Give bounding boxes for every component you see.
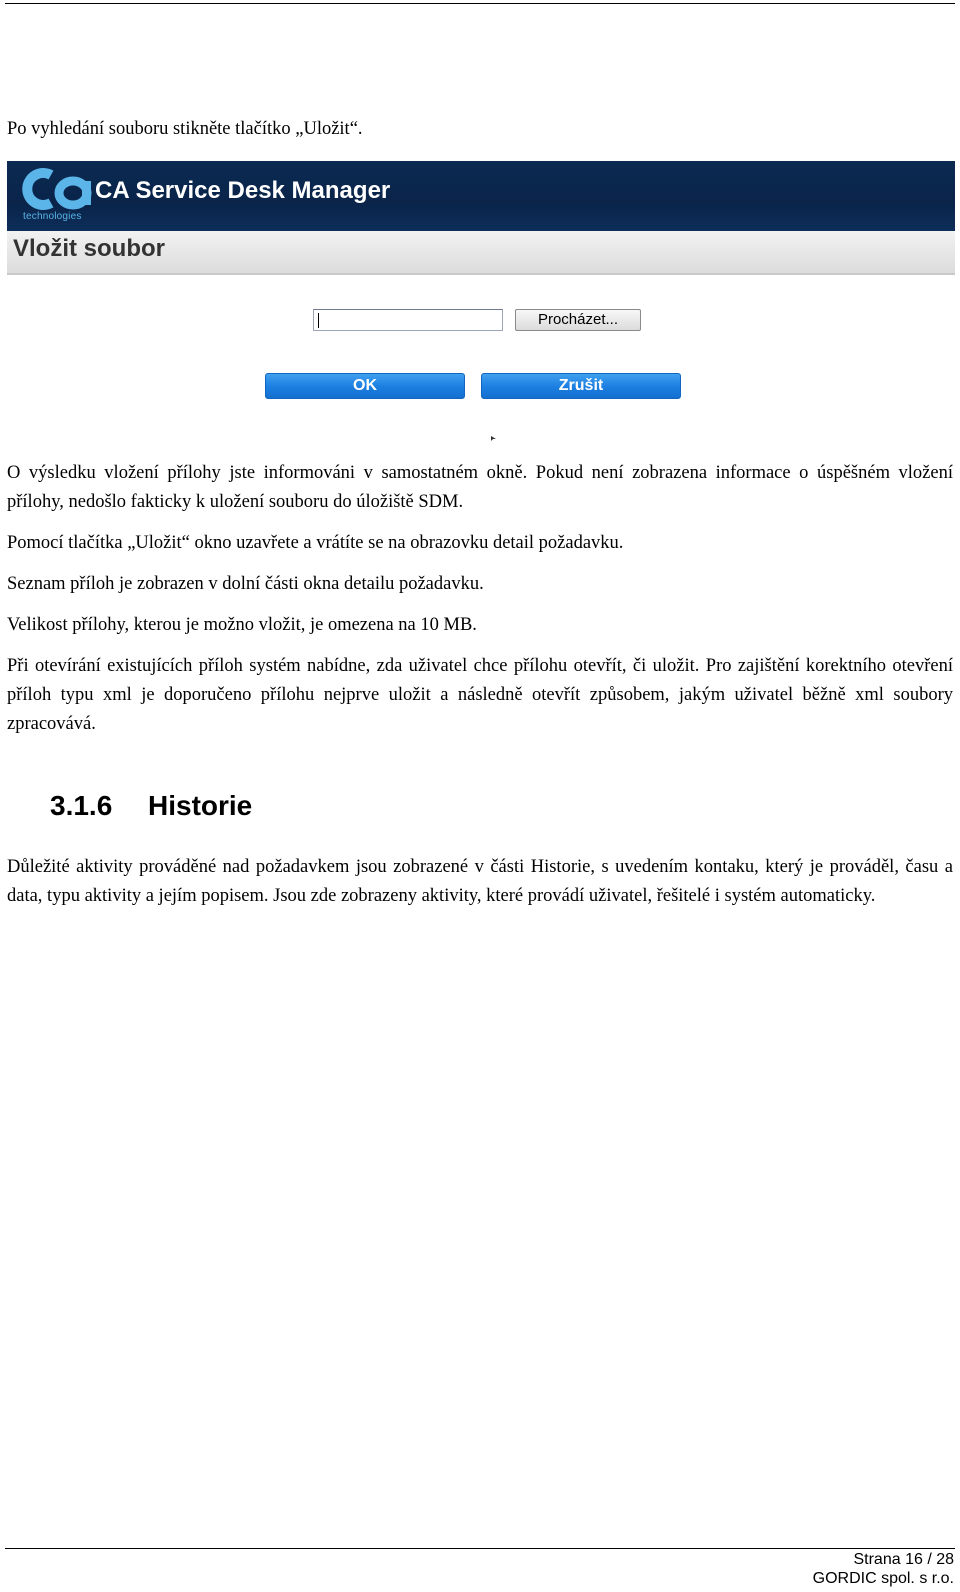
section-heading — [50, 790, 252, 822]
page-number: Strana 16 / 28 — [853, 1551, 954, 1568]
text-caret — [318, 313, 319, 328]
file-path-input[interactable] — [313, 309, 503, 331]
app-title: CA Service Desk Manager — [95, 177, 391, 204]
ca-logo — [21, 167, 93, 225]
pointer-icon — [491, 436, 497, 441]
section-body: Důležité aktivity prováděné nad požadavkem jsou zobrazené v části Historie, s uvedením kontaku, který je prováděl, času a data, typu aktivity a jejím popisem. Jsou zde zobrazeny aktivity, které provádí uživatel, řešitelé i systém automaticky. — [7, 857, 953, 906]
paragraph-opening-attachments: Při otevírání existujících příloh systém nabídne, zda uživatel chce přílohu otevřít, či uložit. Pro zajištění korektního otevření příloh typu xml je doporučeno přílohu nejprve uložit a následně otevřít způsobem, jakým uživatel běžně xml soubory zpracovává. — [7, 656, 953, 734]
logo-tagline: technologies — [23, 211, 82, 222]
ok-button[interactable]: OK — [265, 373, 465, 399]
company-name: GORDIC spol. s r.o. — [812, 1570, 954, 1587]
browse-button[interactable]: Procházet... — [515, 309, 641, 331]
dialog-title: Vložit soubor — [13, 235, 165, 262]
footer-rule — [5, 1548, 955, 1549]
section-number: 3.1.6 — [50, 790, 113, 821]
paragraph-attachments-list: Seznam příloh je zobrazen v dolní části okna detailu požadavku. — [7, 574, 484, 594]
top-rule — [5, 3, 955, 4]
intro-text: Po vyhledání souboru stikněte tlačítko „Uložit“. — [7, 119, 363, 139]
upload-dialog-screenshot — [7, 161, 955, 451]
ca-logo-mark — [21, 167, 93, 211]
paragraph-save-button: Pomocí tlačítka „Uložit“ okno uzavřete a vrátíte se na obrazovku detail požadavku. — [7, 533, 624, 553]
cancel-button[interactable]: Zrušit — [481, 373, 681, 399]
paragraph-result-info: O výsledku vložení přílohy jste informováni v samostatném okně. Pokud není zobrazena informace o úspěšném vložení přílohy, nedošlo fakticky k uložení souboru do úložiště SDM. — [7, 463, 953, 512]
app-header — [7, 161, 955, 231]
section-title: Historie — [148, 790, 253, 821]
dialog-title-bar — [7, 231, 955, 275]
paragraph-size-limit: Velikost přílohy, kterou je možno vložit, je omezena na 10 MB. — [7, 615, 477, 635]
